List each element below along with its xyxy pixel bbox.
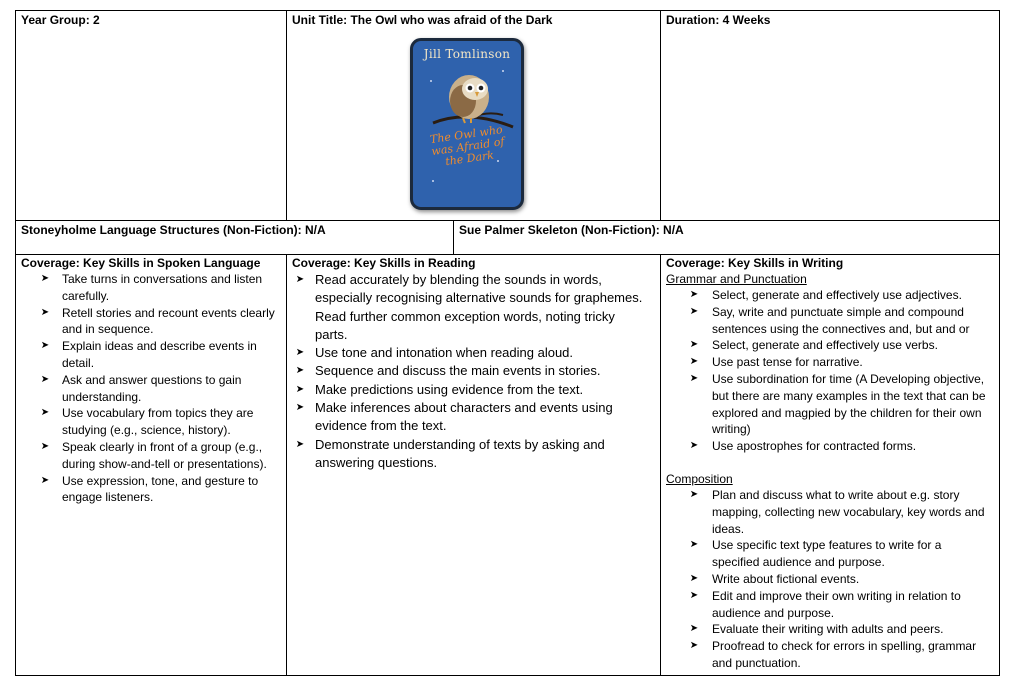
arrow-bullet-icon: ➤ — [40, 440, 50, 452]
spoken-language-cell — [15, 254, 287, 676]
arrow-bullet-icon: ➤ — [689, 623, 699, 635]
reading-heading: Coverage: Key Skills in Reading — [292, 256, 476, 270]
arrow-bullet-icon: ➤ — [295, 347, 305, 359]
arrow-bullet-icon: ➤ — [40, 306, 50, 318]
arrow-bullet-icon: ➤ — [295, 383, 305, 395]
list-item: ➤ Use tone and intonation when reading aloud. — [287, 344, 660, 362]
list-item: ➤ Use past tense for narrative. — [661, 354, 999, 371]
duration-cell — [660, 10, 1000, 221]
list-item: ➤ Write about fictional events. — [661, 571, 999, 588]
list-item: ➤ Make predictions using evidence from the text. — [287, 381, 660, 399]
arrow-bullet-icon: ➤ — [689, 440, 699, 452]
arrow-bullet-icon: ➤ — [40, 373, 50, 385]
arrow-bullet-icon: ➤ — [40, 474, 50, 486]
writing-heading: Coverage: Key Skills in Writing — [666, 256, 844, 270]
list-item: ➤ Make inferences about characters and events using evidence from the text. — [287, 399, 660, 436]
composition-subheading: Composition — [666, 471, 733, 486]
arrow-bullet-icon: ➤ — [689, 372, 699, 384]
reading-cell — [286, 254, 661, 676]
arrow-bullet-icon: ➤ — [689, 589, 699, 601]
duration-label: Duration: 4 Weeks — [666, 13, 771, 27]
year-group-label: Year Group: 2 — [21, 13, 100, 27]
reading-list — [287, 271, 660, 472]
arrow-bullet-icon: ➤ — [40, 340, 50, 352]
arrow-bullet-icon: ➤ — [295, 438, 305, 450]
arrow-bullet-icon: ➤ — [295, 365, 305, 377]
spoken-language-heading: Coverage: Key Skills in Spoken Language — [21, 256, 261, 270]
book-author: Jill Tomlinson — [423, 47, 511, 61]
arrow-bullet-icon: ➤ — [689, 572, 699, 584]
list-item: ➤ Select, generate and effectively use adjectives. — [661, 287, 999, 304]
list-item: ➤ Read accurately by blending the sounds in words, especially recognising alternative sounds for graphemes. Read further common exception words, noting tricky parts. — [287, 271, 660, 344]
list-item: ➤ Use specific text type features to write for a specified audience and purpose. — [661, 537, 999, 571]
list-item: ➤ Use expression, tone, and gesture to engage listeners. — [16, 473, 286, 507]
list-item: ➤ Edit and improve their own writing in relation to audience and purpose. — [661, 588, 999, 622]
list-item: ➤ Take turns in conversations and listen carefully. — [16, 271, 286, 305]
stoneyholme-label: Stoneyholme Language Structures (Non-Fiction): N/A — [21, 223, 326, 237]
arrow-bullet-icon: ➤ — [689, 305, 699, 317]
list-item: ➤ Demonstrate understanding of texts by asking and answering questions. — [287, 436, 660, 473]
list-item: ➤ Say, write and punctuate simple and compound sentences using the connectives and, but and or — [661, 304, 999, 338]
spoken-language-list — [16, 271, 286, 506]
list-item: ➤ Use vocabulary from topics they are studying (e.g., science, history). — [16, 405, 286, 439]
book-title: The Owl who was Afraid of the Dark — [429, 123, 506, 169]
arrow-bullet-icon: ➤ — [689, 640, 699, 652]
list-item: ➤ Plan and discuss what to write about e.g. story mapping, collecting new vocabulary, key words and ideas. — [661, 487, 999, 537]
arrow-bullet-icon: ➤ — [295, 274, 305, 285]
arrow-bullet-icon: ➤ — [689, 488, 699, 500]
list-item: ➤ Evaluate their writing with adults and peers. — [661, 621, 999, 638]
list-item: ➤ Ask and answer questions to gain understanding. — [16, 372, 286, 406]
grammar-list — [661, 287, 999, 455]
arrow-bullet-icon: ➤ — [689, 356, 699, 368]
list-item: ➤ Explain ideas and describe events in detail. — [16, 338, 286, 372]
list-item: ➤ Use apostrophes for contracted forms. — [661, 438, 999, 455]
list-item: ➤ Retell stories and recount events clearly and in sequence. — [16, 305, 286, 339]
arrow-bullet-icon: ➤ — [689, 539, 699, 551]
arrow-bullet-icon: ➤ — [40, 273, 50, 284]
list-item: ➤ Use subordination for time (A Developing objective, but there are many examples in the text that can be explored and magpied by the children for their own writing) — [661, 371, 999, 438]
stoneyholme-cell — [15, 220, 454, 255]
list-item: ➤ Select, generate and effectively use verbs. — [661, 337, 999, 354]
sue-palmer-cell — [453, 220, 1000, 255]
book-cover-image — [410, 38, 524, 210]
writing-cell — [660, 254, 1000, 676]
list-item: ➤ Speak clearly in front of a group (e.g., during show-and-tell or presentations). — [16, 439, 286, 473]
list-item: ➤ Sequence and discuss the main events in stories. — [287, 362, 660, 380]
arrow-bullet-icon: ➤ — [40, 407, 50, 419]
arrow-bullet-icon: ➤ — [295, 402, 305, 414]
sue-palmer-label: Sue Palmer Skeleton (Non-Fiction): N/A — [459, 223, 684, 237]
unit-title-label: Unit Title: The Owl who was afraid of the Dark — [292, 13, 553, 27]
arrow-bullet-icon: ➤ — [689, 339, 699, 351]
list-item: ➤ Proofread to check for errors in spelling, grammar and punctuation. — [661, 638, 999, 672]
composition-list — [661, 487, 999, 672]
year-group-cell — [15, 10, 287, 221]
arrow-bullet-icon: ➤ — [689, 289, 699, 300]
grammar-punctuation-subheading: Grammar and Punctuation — [666, 272, 807, 286]
